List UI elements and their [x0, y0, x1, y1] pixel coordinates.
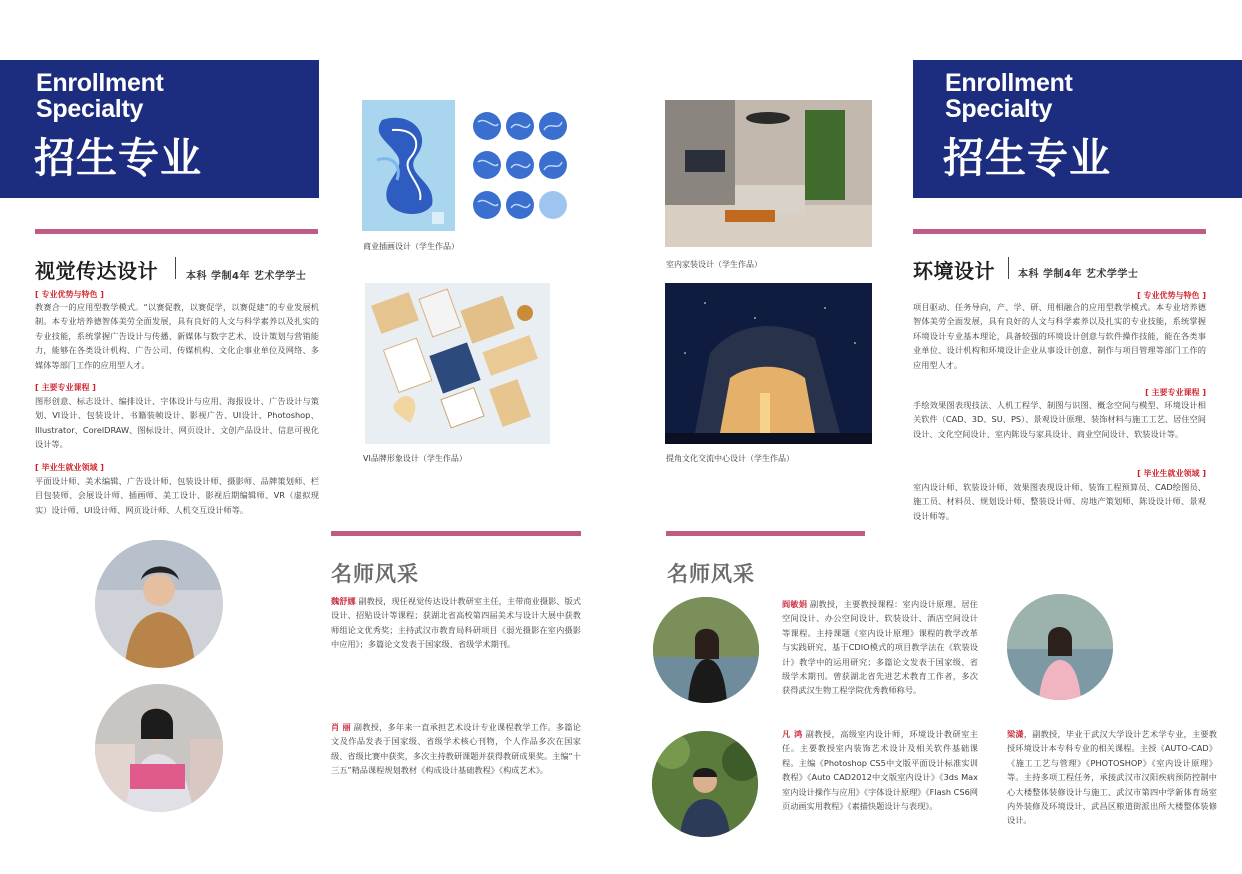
teacher-bio: 魏舒娜 副教授，现任视觉传达设计教研室主任，主带商业摄影、版式设计、招贴设计等课程；获湖北省高校第四届美术与设计大展中获教师组论文优秀奖；主持武汉市教育局科研项目《弱光摄影在室内摄影中应用》；多篇论文发表于国家级、省级学术期刊。	[331, 596, 581, 650]
badge-set-image	[470, 108, 570, 223]
teacher-photo	[653, 597, 759, 703]
teacher-bio: 梁潇，副教授，毕业于武汉大学设计艺术学专业，主要教授环境设计本专科专业的相关课程。主授《AUTO-CAD》《施工工艺与管理》《PHOTOSHOP》《室内设计原理》等。主持多项工程任务，承接武汉市汉阳疾病预防控制中心大楼整体装修设计与施工、武汉市第四中学新体育场室内外装修及环境设计、武昌区粮道街派出所大楼整体装修设计。	[1007, 729, 1217, 826]
section-head: [ 专业优势与特色 ]	[35, 290, 104, 299]
major-subtitle: 本科 学制4年 艺术学学士	[1018, 269, 1139, 280]
teachers-title-left: 名师风采	[331, 562, 419, 586]
section-text: 平面设计师、美术编辑、广告设计师、包装设计师、摄影师、品牌策划师、栏目包装师、会展设计师、插画师、美工设计、影视后期编辑师、VR（虚拟现实）设计师、UI设计师、网页设计师、人机交互设计师等。	[35, 476, 319, 515]
vi-branding-image	[365, 283, 550, 444]
banner-en-title: Enrollment Specialty	[945, 69, 1073, 123]
banner-cn-title: 招生专业	[943, 134, 1111, 182]
divider	[331, 531, 581, 536]
teachers-title-right: 名师风采	[667, 562, 755, 586]
divider	[35, 229, 318, 234]
caption-culture: 提角文化交流中心设计（学生作品）	[666, 454, 794, 463]
banner-right	[913, 60, 1242, 198]
section-text: 手绘效果图表现技法、人机工程学、制图与识图、概念空间与模型、环境设计相关软件（CAD、3D、SU、PS）、景观设计原理、装饰材料与施工工艺、居住空间设计、文化空间设计、室内陈设与家具设计、商业空间设计、软装设计等。	[913, 400, 1206, 439]
interior-design-image	[665, 100, 872, 247]
section-text: 教赛合一的应用型教学模式。“以赛促教，以赛促学，以赛促建”的专业发展机制。本专业培养德智体美劳全面发展，具有良好的人文与科学素养以及扎实的专业技能，系统掌握广告设计与传播、新媒体与数字艺术、设计策划与营销能力，能够在各类设计机构、广告公司、传媒机构、文化企事业单位及网络、多媒体等部门工作的应用型人才。	[35, 302, 319, 370]
caption-interior: 室内家装设计（学生作品）	[666, 260, 762, 269]
cultural-center-image	[665, 283, 872, 444]
banner-left	[0, 60, 319, 198]
section-head: [ 主要专业课程 ]	[35, 383, 96, 392]
teacher-photo	[95, 684, 223, 812]
section-head: [ 毕业生就业领域 ]	[35, 463, 104, 472]
major-title-environment: 环境设计	[913, 259, 995, 283]
caption-illustration: 商业插画设计（学生作品）	[363, 242, 459, 251]
teacher-bio: 凡 鸿 副教授，高级室内设计师，环境设计教研室主任。主要教授室内装饰艺术设计及相关软件基础课程。主编《Photoshop CS5中文版平面设计标准实训教程》《Auto CAD2012中文版室内设计》《3ds Max室内设计操作与应用》《字体设计原理》《Flash CS6网页动画实用教程》《素描快题设计与表现》。	[782, 729, 978, 812]
illustration-poster-image	[362, 100, 455, 231]
teacher-photo	[652, 731, 758, 837]
divider	[666, 531, 865, 536]
teacher-bio: 阎敏娟 副教授，主要教授课程：室内设计原理、居住空间设计、办公空间设计、软装设计、酒店空间设计等课程。主持课题《室内设计原理》课程的教学改革与实践研究、基于CDIO模式的项目教学法在《软装设计》教学中的运用研究；多篇论文发表于国家级、省级学术期刊。曾获湖北省先进艺术教育工作者，多次获得武汉生物工程学院优秀教师称号。	[782, 599, 978, 696]
divider	[913, 229, 1206, 234]
banner-cn-title: 招生专业	[34, 134, 202, 182]
major-title-visual: 视觉传达设计	[35, 259, 158, 283]
section-head: [ 毕业生就业领域 ]	[1137, 469, 1206, 478]
section-text: 项目驱动、任务导向，产、学、研、用相融合的应用型教学模式。本专业培养德智体美劳全面发展，具有良好的人文与科学素养以及扎实的专业技能，系统掌握环境设计专业基本理论，具备较强的环境设计创意与软件操作技能，能在各类事业单位、设计机构和环境设计企业从事设计创意、制作与项目管理等部门工作的应用型人才。	[913, 302, 1206, 370]
section-head: [ 主要专业课程 ]	[1145, 388, 1206, 397]
teacher-photo	[1007, 594, 1113, 700]
title-separator	[1008, 257, 1009, 279]
title-separator	[175, 257, 176, 279]
section-text: 室内设计师、软装设计师、效果图表现设计师、装饰工程预算员、CAD绘图员、施工员、材料员、规划设计师、整装设计师、房地产策划师、陈设设计师、景观设计师等。	[913, 482, 1206, 521]
section-text: 图形创意、标志设计、编排设计、字体设计与应用、海报设计、广告设计与策划、VI设计、包装设计、书籍装帧设计、影视广告、UI设计、Photoshop、Illustrator、CorelDRAW、图标设计、网页设计、文创产品设计、信息可视化设计等。	[35, 396, 319, 450]
caption-vi: VI品牌形象设计（学生作品）	[363, 454, 467, 463]
section-head: [ 专业优势与特色 ]	[1137, 291, 1206, 300]
teacher-photo	[95, 540, 223, 668]
banner-en-title: Enrollment Specialty	[36, 69, 164, 123]
teacher-bio: 肖 丽 副教授，多年来一直承担艺术设计专业课程教学工作。多篇论文及作品发表于国家级、省级学术核心刊物，个人作品多次在国家级、省级比赛中获奖，多次主持教研课题并获得教研成果奖。主编“十三五”精品课程规划教材《构成设计基础教程》《构成艺术》。	[331, 722, 581, 776]
major-subtitle: 本科 学制4年 艺术学学士	[186, 271, 307, 282]
